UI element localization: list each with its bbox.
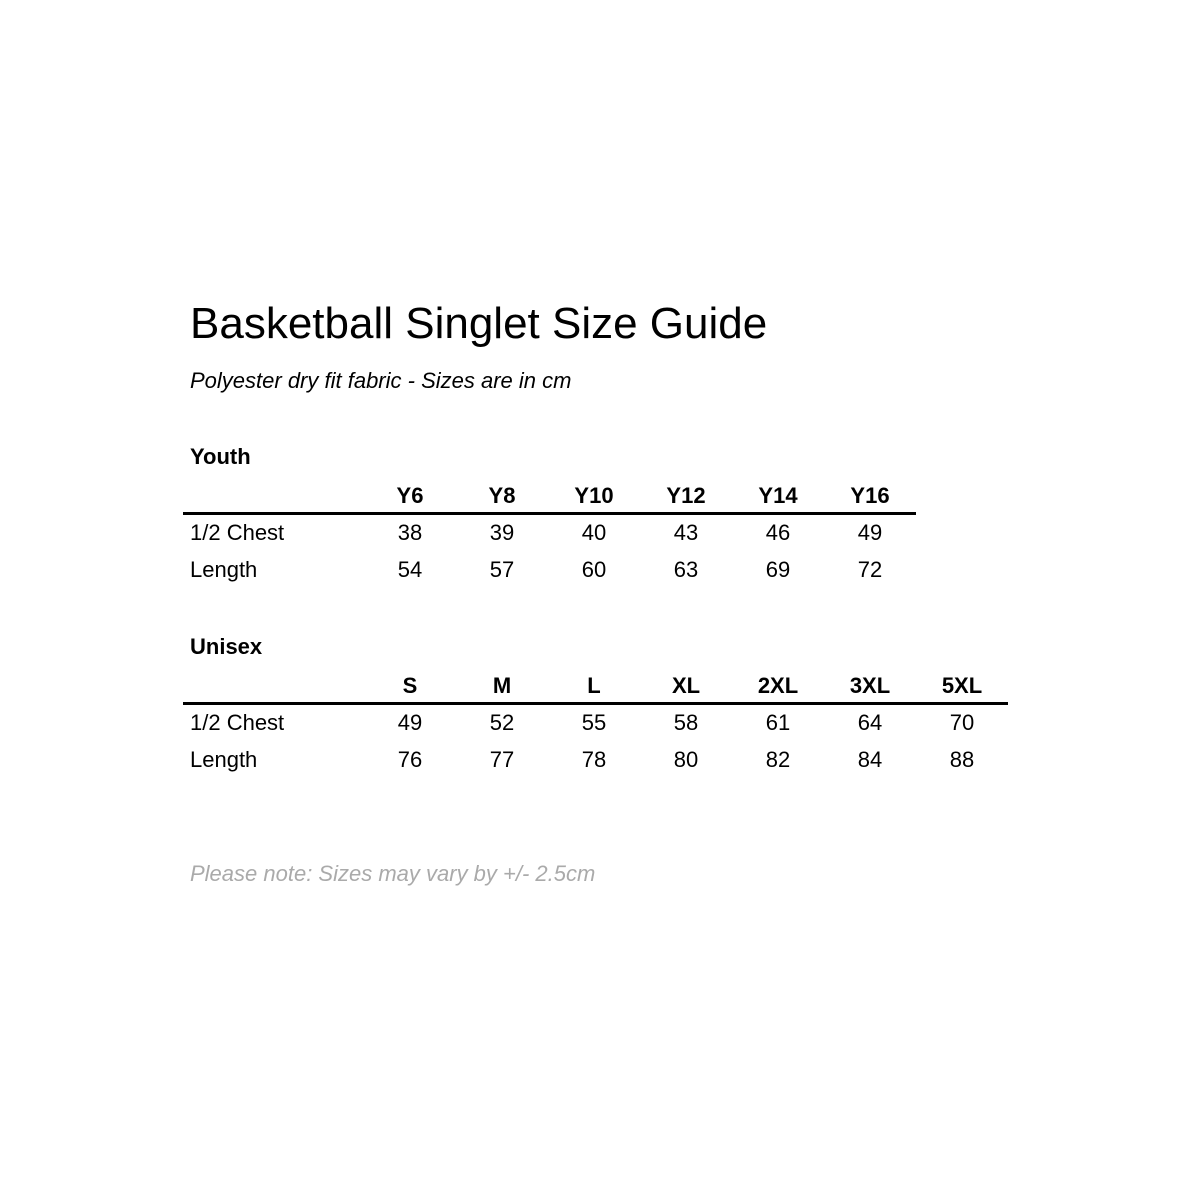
unisex-row-label-chest: 1/2 Chest (190, 709, 285, 735)
unisex-length-value: 88 (949, 747, 975, 772)
youth-chest-value: 38 (397, 519, 423, 545)
youth-chest-value: 46 (765, 519, 791, 545)
youth-size-table (183, 480, 916, 589)
unisex-length-value: 76 (397, 747, 423, 772)
youth-header-spacer (183, 480, 364, 513)
youth-chest-value: 39 (489, 519, 515, 545)
youth-chest-value: 40 (581, 519, 607, 545)
youth-length-value: 63 (673, 557, 699, 582)
unisex-col-header: XL (640, 670, 732, 703)
table-row (183, 741, 1008, 779)
youth-col-header: Y12 (640, 480, 732, 513)
size-variance-note: Please note: Sizes may vary by +/- 2.5cm (190, 861, 596, 886)
unisex-header-spacer (183, 670, 364, 703)
section-heading-youth: Youth (190, 444, 251, 469)
youth-chest-value: 49 (857, 519, 883, 545)
youth-chest-value: 43 (673, 519, 699, 545)
youth-length-value: 69 (765, 557, 791, 582)
unisex-length-value: 80 (673, 747, 699, 772)
youth-col-header: Y14 (732, 480, 824, 513)
youth-col-header: Y8 (456, 480, 548, 513)
youth-header-row (183, 480, 916, 513)
section-heading-unisex: Unisex (190, 634, 263, 659)
unisex-col-header: 5XL (916, 670, 1008, 703)
youth-length-value: 72 (857, 557, 883, 582)
youth-length-value: 60 (581, 557, 607, 582)
youth-col-header: Y6 (364, 480, 456, 513)
page-title: Basketball Singlet Size Guide (190, 299, 768, 348)
unisex-length-value: 84 (857, 747, 883, 772)
unisex-header-row (183, 670, 1008, 703)
unisex-chest-value: 49 (397, 709, 423, 735)
unisex-chest-value: 61 (765, 709, 791, 735)
youth-row-label-chest: 1/2 Chest (190, 519, 285, 545)
youth-length-value: 57 (489, 557, 515, 582)
youth-col-header: Y16 (824, 480, 916, 513)
unisex-chest-value: 55 (581, 709, 607, 735)
unisex-length-value: 78 (581, 747, 607, 772)
unisex-col-header: S (364, 670, 456, 703)
table-row (183, 551, 916, 589)
unisex-chest-value: 64 (857, 709, 883, 735)
table-row (183, 513, 916, 551)
unisex-col-header: 2XL (732, 670, 824, 703)
unisex-chest-value: 52 (489, 709, 515, 735)
unisex-chest-value: 70 (949, 709, 975, 735)
unisex-col-header: 3XL (824, 670, 916, 703)
youth-length-value: 54 (397, 557, 423, 582)
unisex-row-label-length: Length (190, 747, 258, 772)
page-subtitle: Polyester dry fit fabric - Sizes are in cm (190, 368, 572, 393)
unisex-chest-value: 58 (673, 709, 699, 735)
youth-col-header: Y10 (548, 480, 640, 513)
unisex-length-value: 77 (489, 747, 515, 772)
unisex-col-header: L (548, 670, 640, 703)
unisex-col-header: M (456, 670, 548, 703)
youth-row-label-length: Length (190, 557, 258, 582)
unisex-size-table (183, 670, 1008, 779)
unisex-length-value: 82 (765, 747, 791, 772)
table-row (183, 703, 1008, 741)
